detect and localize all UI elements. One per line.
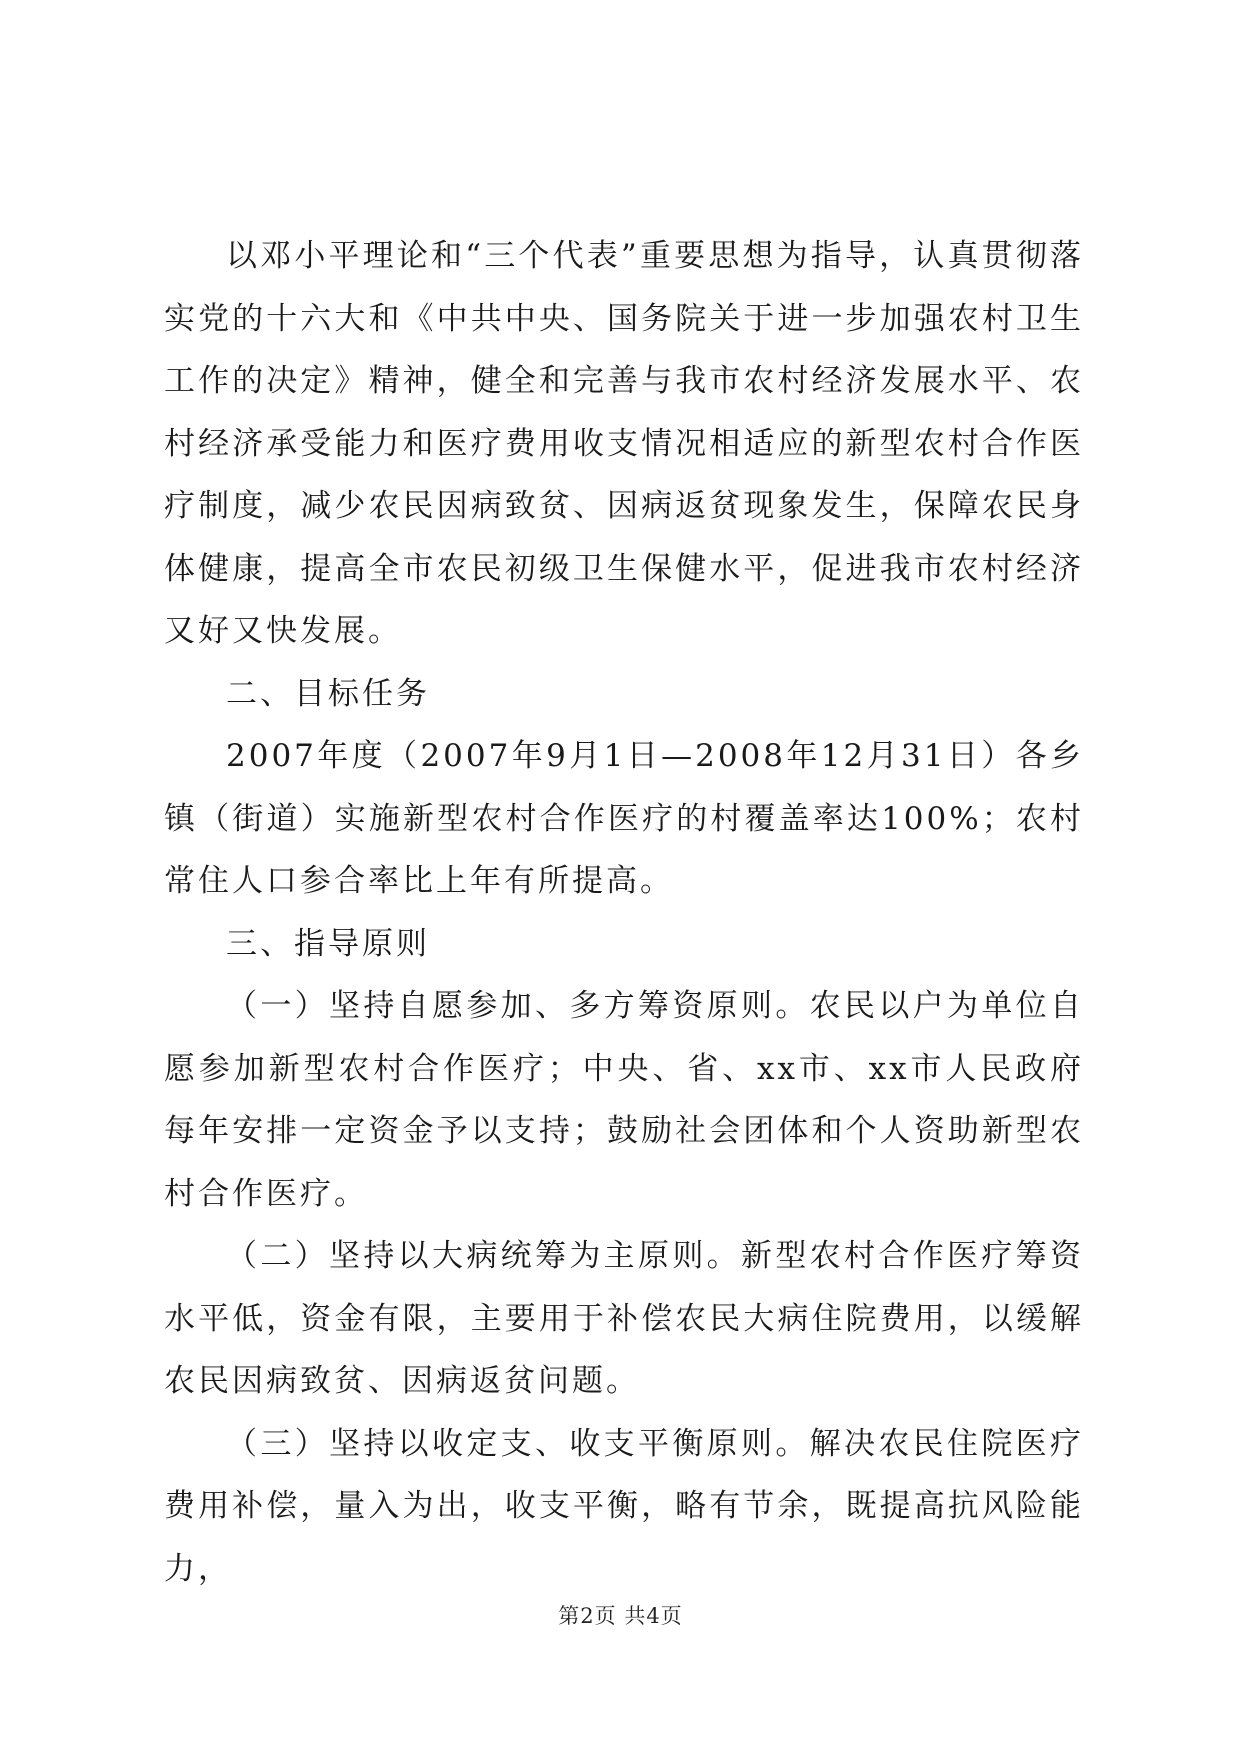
paragraph-principle-1: （一）坚持自愿参加、多方筹资原则。农民以户为单位自愿参加新型农村合作医疗；中央、省、xx市、xx市人民政府每年安排一定资金予以支持；鼓励社会团体和个人资助新型农村合作医疗。 bbox=[164, 988, 1084, 1212]
paragraph-goals: 2007年度（2007年9月1日—2008年12月31日）各乡镇（街道）实施新型农村合作医疗的村覆盖率达100%；农村常住人口参合率比上年有所提高。 bbox=[164, 738, 1084, 899]
section-heading-goals: 二、目标任务 bbox=[226, 675, 430, 712]
document-body bbox=[164, 225, 1084, 1600]
paragraph-principle-2: （二）坚持以大病统筹为主原则。新型农村合作医疗筹资水平低，资金有限，主要用于补偿农民大病住院费用，以缓解农民因病致贫、因病返贫问题。 bbox=[164, 1238, 1084, 1399]
paragraph-guiding-ideology: 以邓小平理论和“三个代表”重要思想为指导，认真贯彻落实党的十六大和《中共中央、国务院关于进一步加强农村卫生工作的决定》精神，健全和完善与我市农村经济发展水平、农村经济承受能力和医疗费用收支情况相适应的新型农村合作医疗制度，减少农民因病致贫、因病返贫现象发生，保障农民身体健康，提高全市农民初级卫生保健水平，促进我市农村经济又好又快发展。 bbox=[164, 238, 1084, 649]
section-heading-principles: 三、指导原则 bbox=[226, 925, 430, 962]
paragraph-principle-3: （三）坚持以收定支、收支平衡原则。解决农民住院医疗费用补偿，量入为出，收支平衡，略有节余，既提高抗风险能力， bbox=[164, 1425, 1084, 1587]
page-number-footer: 第2页 共4页 bbox=[558, 1604, 683, 1628]
